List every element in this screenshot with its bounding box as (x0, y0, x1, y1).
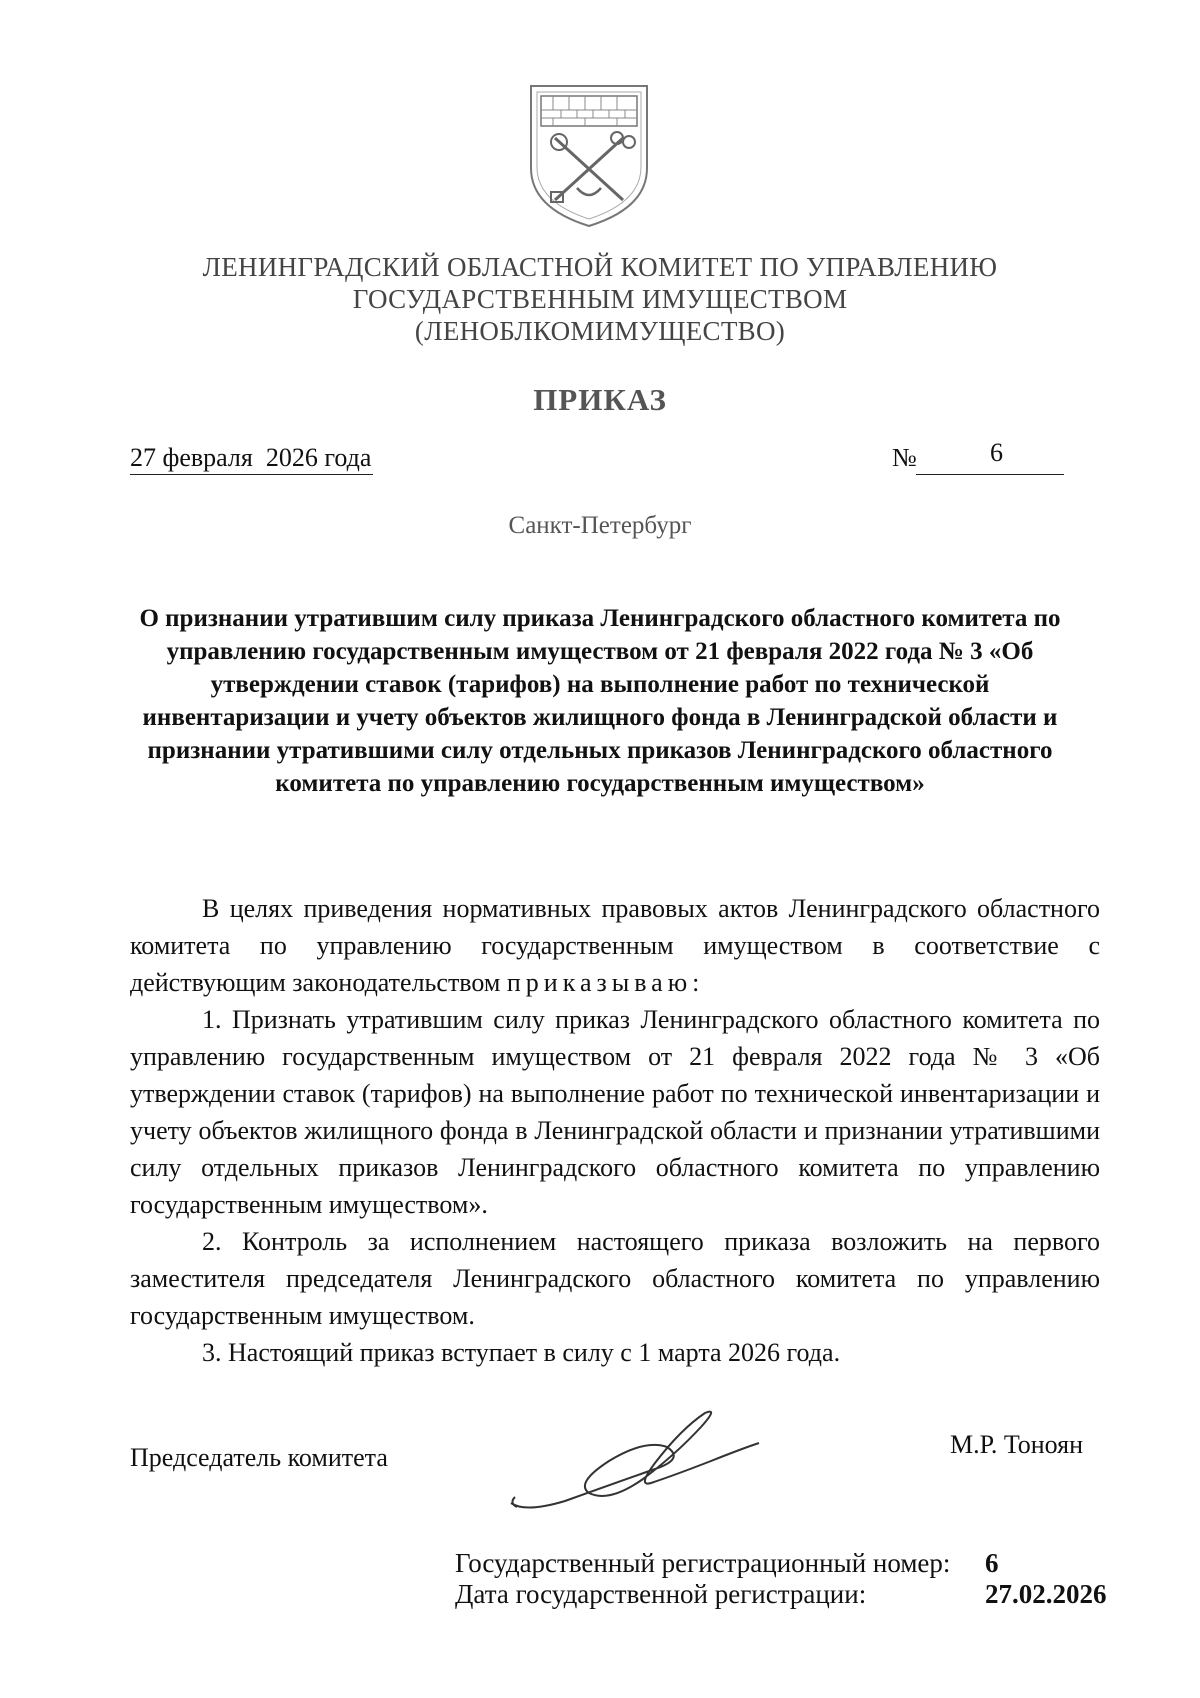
document-body (130, 890, 1100, 1371)
signatory-role: Председатель комитета (130, 1443, 388, 1472)
number-underline (916, 474, 1064, 475)
document-heading: О признании утратившим силу приказа Ленинградского областного комитета по управлению государственным имуществом от 21 февраля 2022 года № 3 «Об утверждении ставок (тарифов) на выполнение работ по технической инвентаризации и учету объектов жилищного фонда в Ленинградской области и признании утратившими силу отдельных приказов Ленинградского областного комитета по управлению государственным имуществом» (139, 605, 1061, 797)
document-type: ПРИКАЗ (533, 382, 667, 417)
document-city: Санкт-Петербург (508, 512, 692, 539)
number-sign: № (892, 443, 917, 472)
organization-name-line-1: ЛЕНИНГРАДСКИЙ ОБЛАСТНОЙ КОМИТЕТ ПО УПРАВЛЕНИЮ (202, 252, 998, 282)
item-2: 2. Контроль за исполнением настоящего приказа возложить на первого заместителя председателя Ленинградского областного комитета по управлению государственным имуществом. (130, 1227, 1100, 1330)
registration-number-label: Государственный регистрационный номер: (455, 1548, 951, 1578)
intro-text: В целях приведения нормативных правовых актов Ленинградского областного комитета по управлению государственным имуществом в соответствие с действующим законодательством (130, 894, 1100, 997)
registration-date-value: 27.02.2026 (985, 1579, 1107, 1609)
signatory-name: М.Р. Тоноян (950, 1430, 1084, 1459)
item-1: 1. Признать утратившим силу приказ Ленинградского областного комитета по управлению государственным имуществом от 21 февраля 2022 года № 3 «Об утверждении ставок (тарифов) на выполнение работ по технической инвентаризации и учету объектов жилищного фонда в Ленинградской области и признании утратившими силу отдельных приказов Ленинградского областного комитета по управлению государственным имуществом». (130, 1005, 1100, 1219)
registration-number-value: 6 (985, 1548, 999, 1578)
document-number: 6 (990, 438, 1003, 467)
organization-abbreviation: (ЛЕНОБЛКОМИМУЩЕСТВО) (414, 316, 786, 346)
item-3: 3. Настоящий приказ вступает в силу с 1 марта 2026 года. (202, 1338, 841, 1367)
registration-date-label: Дата государственной регистрации: (455, 1579, 867, 1609)
handwritten-signature-icon (505, 1385, 765, 1530)
order-word: приказываю: (506, 968, 705, 997)
leningrad-oblast-coat-of-arms-icon (525, 80, 653, 230)
organization-name-line-2: ГОСУДАРСТВЕННЫМ ИМУЩЕСТВОМ (352, 284, 848, 314)
intro-paragraph (130, 890, 1100, 1001)
document-date: 27 февраля 2026 года (130, 443, 373, 475)
